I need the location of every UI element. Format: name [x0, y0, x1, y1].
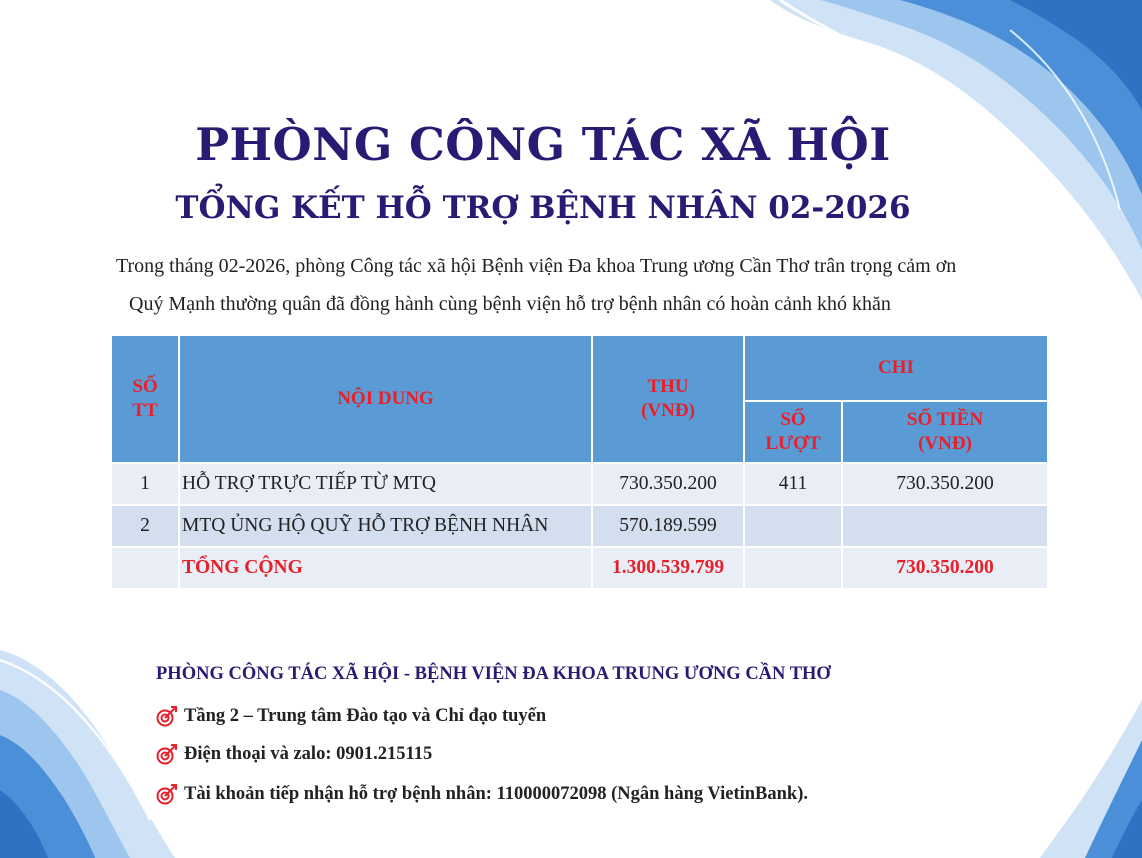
- total-row: [111, 547, 1048, 589]
- cell-thu: 730.350.200: [592, 463, 744, 505]
- cell-so-luot: [744, 505, 842, 547]
- footer-org: PHÒNG CÔNG TÁC XÃ HỘI - BỆNH VIỆN ĐA KHOA TRUNG ƯƠNG CẦN THƠ: [156, 664, 831, 684]
- header-thu: THU (VNĐ): [592, 335, 744, 463]
- cell-thu: 570.189.599: [592, 505, 744, 547]
- summary-table: [110, 334, 1049, 590]
- header-stt: SỐ TT: [111, 335, 179, 463]
- total-so-luot: [744, 547, 842, 589]
- intro-line-2: Quý Mạnh thường quân đã đồng hành cùng bệnh viện hỗ trợ bệnh nhân có hoàn cảnh khó khăn: [129, 293, 891, 315]
- header-chi: CHI: [744, 335, 1048, 401]
- footer-address-text: Tầng 2 – Trung tâm Đào tạo và Chỉ đạo tuyến: [184, 705, 547, 726]
- total-label: TỔNG CỘNG: [179, 547, 592, 589]
- target-arrow-icon: [156, 705, 178, 727]
- table-row: [111, 505, 1048, 547]
- footer-account: [156, 783, 808, 805]
- total-so-tien: 730.350.200: [842, 547, 1048, 589]
- cell-stt: [111, 547, 179, 589]
- header-content: NỘI DUNG: [179, 335, 592, 463]
- total-thu: 1.300.539.799: [592, 547, 744, 589]
- target-arrow-icon: [156, 743, 178, 765]
- footer-account-text: Tài khoản tiếp nhận hỗ trợ bệnh nhân: 110000072098 (Ngân hàng VietinBank).: [184, 783, 808, 804]
- cell-stt: 1: [111, 463, 179, 505]
- footer-address: [156, 705, 546, 727]
- cell-stt: 2: [111, 505, 179, 547]
- page-title: PHÒNG CÔNG TÁC XÃ HỘI: [195, 118, 891, 171]
- cell-so-luot: 411: [744, 463, 842, 505]
- cell-content: HỖ TRỢ TRỰC TIẾP TỪ MTQ: [179, 463, 592, 505]
- footer-phone: [156, 743, 432, 765]
- table-row: [111, 463, 1048, 505]
- header-so-luot: SỐ LƯỢT: [744, 401, 842, 463]
- intro-line-1: Trong tháng 02-2026, phòng Công tác xã hội Bệnh viện Đa khoa Trung ương Cần Thơ trân trọng cảm ơn: [116, 255, 957, 277]
- target-arrow-icon: [156, 783, 178, 805]
- cell-so-tien: [842, 505, 1048, 547]
- footer-phone-text: Điện thoại và zalo: 0901.215115: [184, 743, 433, 764]
- cell-so-tien: 730.350.200: [842, 463, 1048, 505]
- cell-content: MTQ ỦNG HỘ QUỸ HỖ TRỢ BỆNH NHÂN: [179, 505, 592, 547]
- header-so-tien: SỐ TIỀN (VNĐ): [842, 401, 1048, 463]
- page-subtitle: TỔNG KẾT HỖ TRỢ BỆNH NHÂN 02-2026: [175, 190, 911, 226]
